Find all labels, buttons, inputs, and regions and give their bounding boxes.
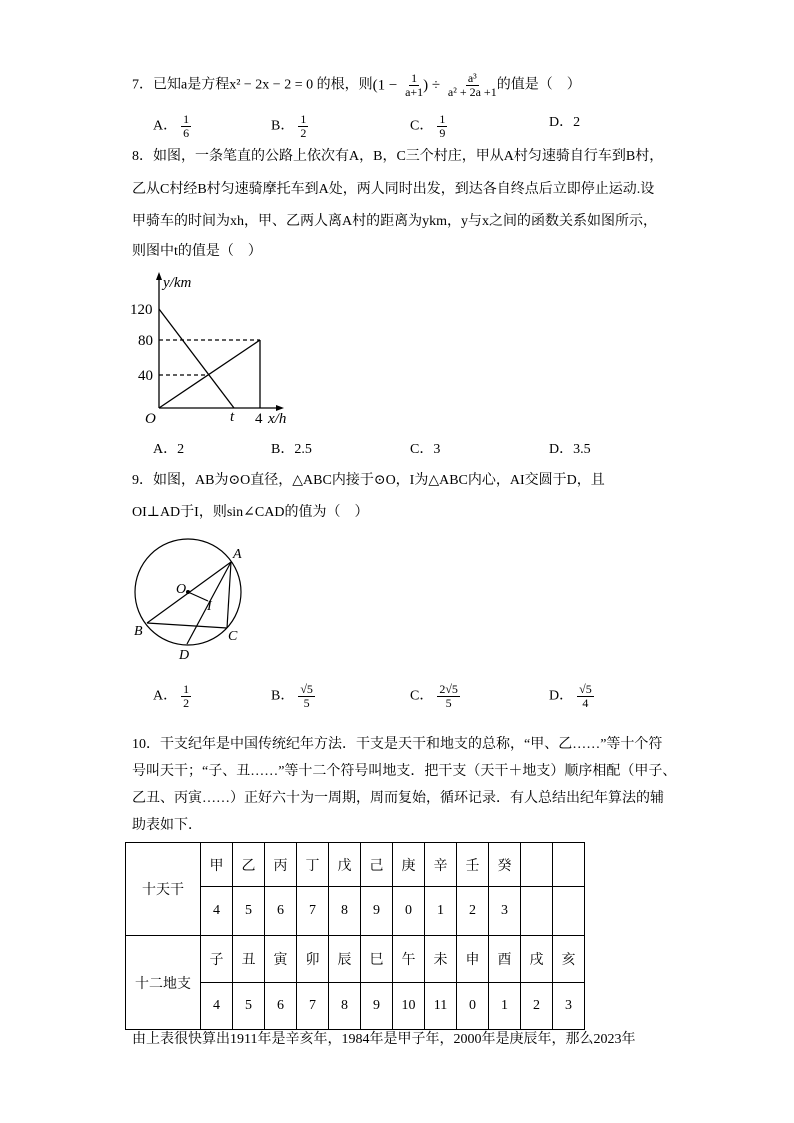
label-b: B (134, 624, 143, 639)
table-cell: 2 (521, 983, 553, 1030)
table-row (126, 843, 585, 887)
table-cell: 寅 (265, 936, 297, 983)
den: 5 (303, 696, 310, 710)
table-cell: 甲 (201, 843, 233, 887)
table-cell: 1 (489, 983, 521, 1030)
frac (298, 683, 315, 710)
table-cell: 5 (233, 887, 265, 936)
q9-option-c[interactable] (410, 683, 460, 710)
table-cell: 丙 (265, 843, 297, 887)
label-o: O (176, 582, 187, 597)
q7-expr-left: (1 − (372, 77, 402, 94)
value: 2 (573, 115, 581, 130)
table-cell: 亥 (553, 936, 585, 983)
label-c: C (228, 629, 238, 644)
table-cell: 6 (265, 983, 297, 1030)
q8-line: 8．如图，一条笔直的公路上依次有A，B，C三个村庄，甲从A村匀速骑自行车到B村， (132, 149, 664, 164)
num: a³ (467, 71, 477, 85)
label: C． (410, 688, 434, 704)
q8-line: 甲骑车的时间为xh，甲、乙两人离A村的距离为ykm，y与x之间的函数关系如图所示， (132, 214, 657, 229)
table-cell: 7 (297, 983, 329, 1030)
frac (577, 683, 594, 710)
table-cell: 1 (425, 887, 457, 936)
tick-40: 40 (138, 368, 153, 384)
den: 6 (183, 126, 190, 140)
table-cell: 庚 (393, 843, 425, 887)
q10-line: 10．干支纪年是中国传统纪年方法．干支是天干和地支的总称，“甲、乙……”等十个符 (132, 737, 663, 752)
ganzhi-table (125, 842, 585, 1030)
table-cell: 5 (233, 983, 265, 1030)
den: 9 (439, 126, 446, 140)
q7-tail: 的值是（ ） (496, 77, 581, 93)
table-cell: 0 (457, 983, 489, 1030)
x-label: x/h (268, 411, 287, 427)
den: 5 (445, 696, 452, 710)
frac (181, 683, 191, 710)
q8-option-c[interactable]: C．3 (410, 442, 441, 457)
num: 1 (411, 71, 418, 85)
q10-line: 乙丑、丙寅……）正好六十为一周期，周而复始，循环记录．有人总结出纪年算法的辅 (132, 791, 664, 806)
segment-ca (227, 562, 231, 628)
table-cell: 0 (393, 887, 425, 936)
label: A． (153, 688, 178, 704)
num: 1 (183, 682, 190, 696)
q10-after-text: 由上表很快算出1911年是辛亥年，1984年是甲子年，2000年是庚辰年，那么2023年 (132, 1032, 636, 1047)
frac (437, 683, 460, 710)
y-label: y/km (163, 275, 192, 291)
table-cell: 戊 (329, 843, 361, 887)
den: 2 (183, 696, 190, 710)
q8-option-d[interactable]: D．3.5 (549, 442, 591, 457)
num: 2√5 (439, 682, 458, 696)
num: √5 (579, 682, 592, 696)
table-cell: 子 (201, 936, 233, 983)
row-header: 十二地支 (126, 936, 201, 1030)
label: D． (549, 688, 574, 704)
table-cell: 午 (393, 936, 425, 983)
table-cell: 4 (201, 983, 233, 1030)
q10-line: 助表如下． (132, 818, 202, 833)
table-cell: 戌 (521, 936, 553, 983)
table-cell: 11 (425, 983, 457, 1030)
label-i: I (207, 599, 212, 614)
label: B． (271, 118, 295, 134)
table-cell (521, 843, 553, 887)
den: a² + 2a +1 (447, 85, 497, 99)
segment-oi (188, 592, 208, 601)
tick-120: 120 (130, 302, 153, 318)
num: 1 (439, 112, 446, 126)
table-cell: 8 (329, 983, 361, 1030)
q8-option-b[interactable]: B．2.5 (271, 442, 312, 457)
label: A． (153, 118, 178, 134)
table-cell: 壬 (457, 843, 489, 887)
origin-label: O (145, 411, 156, 427)
table-cell: 丑 (233, 936, 265, 983)
label-a: A (233, 547, 242, 562)
table-cell (553, 887, 585, 936)
table-cell: 申 (457, 936, 489, 983)
q7-expr-mid: ) ÷ (423, 77, 444, 94)
q8-option-a[interactable]: A．2 (153, 442, 185, 457)
q8-line: 乙从C村经B村匀速骑摩托车到A处，两人同时出发，到达各自终点后立即停止运动.设 (132, 182, 655, 197)
table-cell: 丁 (297, 843, 329, 887)
q7-stem-text: 7．已知a是方程x² − 2x − 2 = 0 的根，则 (132, 77, 373, 93)
table-cell: 乙 (233, 843, 265, 887)
table-cell: 己 (361, 843, 393, 887)
q9-line: 9．如图，AB为⊙O直径，△ABC内接于⊙O，I为△ABC内心，AI交圆于D，且 (132, 473, 605, 488)
table-cell: 7 (297, 887, 329, 936)
den: 2 (300, 126, 307, 140)
table-cell: 6 (265, 887, 297, 936)
label: C． (410, 118, 434, 134)
table-cell: 卯 (297, 936, 329, 983)
q9-line: OI⊥AD于I，则sin∠CAD的值为（ ） (132, 505, 369, 520)
q9-option-a[interactable] (153, 683, 191, 710)
table-cell (553, 843, 585, 887)
table-cell: 辰 (329, 936, 361, 983)
table-cell: 未 (425, 936, 457, 983)
segment-bc (147, 623, 227, 628)
table-cell: 3 (489, 887, 521, 936)
den: 4 (582, 696, 589, 710)
table-cell: 酉 (489, 936, 521, 983)
table-cell: 4 (201, 887, 233, 936)
q9-option-b[interactable] (271, 683, 315, 710)
table-cell: 辛 (425, 843, 457, 887)
table-cell: 8 (329, 887, 361, 936)
table-row (126, 936, 585, 983)
label-d: D (179, 648, 190, 663)
center-dot (186, 590, 190, 594)
table-cell: 3 (553, 983, 585, 1030)
num: 1 (183, 112, 190, 126)
table-cell: 10 (393, 983, 425, 1030)
table-cell: 9 (361, 887, 393, 936)
num: 1 (300, 112, 307, 126)
tick-4: 4 (255, 411, 263, 427)
tick-t: t (230, 409, 235, 425)
num: √5 (300, 682, 313, 696)
den: a+1 (405, 85, 424, 99)
table-cell: 2 (457, 887, 489, 936)
q9-option-d[interactable] (549, 683, 594, 710)
label: D． (549, 115, 574, 130)
label: B． (271, 688, 295, 704)
table-cell: 巳 (361, 936, 393, 983)
table-cell (521, 887, 553, 936)
row-header: 十天干 (126, 843, 201, 936)
q10-line: 号叫天干；“子、丑……”等十二个符号叫地支．把干支（天干＋地支）顺序相配（甲子、 (132, 764, 677, 779)
table-cell: 癸 (489, 843, 521, 887)
q8-line: 则图中t的值是（ ） (132, 244, 262, 259)
tick-80: 80 (138, 333, 153, 349)
table-cell: 9 (361, 983, 393, 1030)
